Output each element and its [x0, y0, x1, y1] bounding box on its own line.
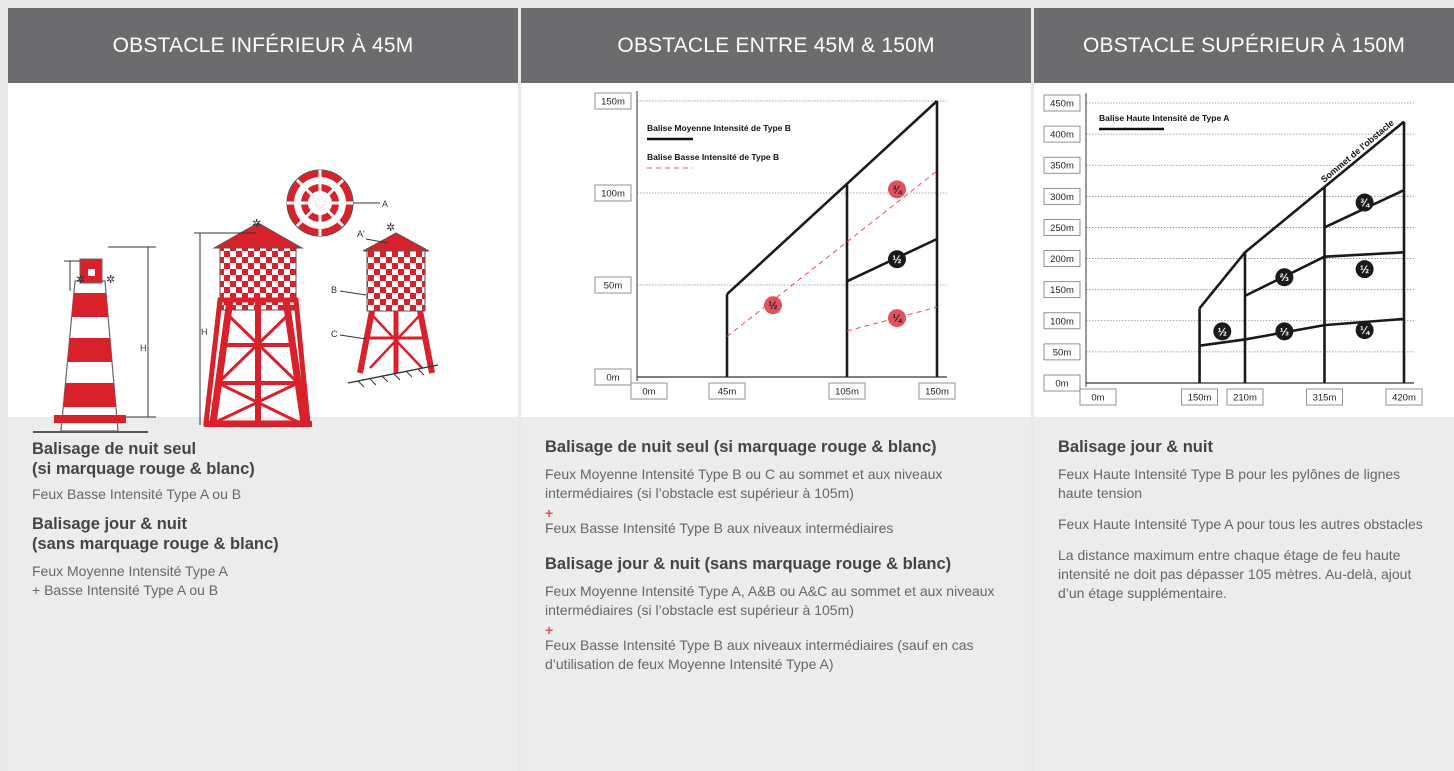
column-45-150m [521, 8, 1031, 771]
section-heading: (si marquage rouge & blanc) [32, 460, 255, 478]
legend-label: Balise Moyenne Intensité de Type B [647, 123, 791, 133]
x-tick-label: 210m [1233, 392, 1257, 404]
fraction-label: ½ [768, 300, 778, 313]
x-tick-label: 105m [835, 386, 859, 398]
plus-sign: + [545, 622, 554, 638]
column-text [521, 417, 1031, 771]
x-tick-label: 45m [717, 386, 737, 398]
y-tick-label: 450m [1050, 98, 1074, 110]
column-above-150m [1034, 8, 1454, 771]
x-tick-label: 150m [925, 386, 949, 398]
x-tick-label: 0m [642, 386, 656, 398]
figure-towers [8, 83, 518, 417]
column-below-45m [8, 8, 518, 771]
series-line [1200, 122, 1404, 309]
x-tick-label: 150m [1187, 392, 1212, 404]
fraction-label: ½ [1217, 326, 1227, 339]
y-tick-label: 100m [1050, 316, 1074, 328]
y-tick-label: 50m [1052, 347, 1072, 359]
fraction-label: ¾ [1360, 197, 1370, 210]
column-title: OBSTACLE SUPÉRIEUR À 150M [1034, 8, 1454, 83]
fraction-label: ½ [892, 254, 902, 267]
lighthouse [48, 247, 156, 431]
svg-text:H: H [201, 327, 208, 337]
section-heading: Balisage jour & nuit [32, 515, 187, 533]
svg-text:✲: ✲ [106, 274, 116, 286]
section-body: Feux Basse Intensité Type B aux niveaux intermédiaires (sauf en cas d’utilisation de feux Moyenne Intensité Type A) [545, 637, 974, 672]
section-body: Feux Haute Intensité Type A pour tous les autres obstacles [1058, 516, 1423, 532]
fraction-label: ½ [1360, 264, 1370, 277]
fraction-label: ¼ [1360, 325, 1370, 338]
section-heading: Balisage jour & nuit [1058, 438, 1213, 456]
marker-disc [287, 170, 388, 236]
y-tick-label: 200m [1050, 254, 1074, 266]
x-tick-label: 315m [1312, 392, 1337, 404]
y-tick-label: 300m [1050, 191, 1074, 203]
legend-label: Balise Haute Intensité de Type A [1099, 113, 1230, 123]
chart-45-150 [521, 83, 1031, 417]
y-tick-label: 50m [603, 280, 623, 292]
figure-chart-2 [1034, 83, 1454, 417]
svg-text:✲: ✲ [76, 274, 86, 286]
towers-illustration [8, 83, 518, 417]
svg-text:✲: ✲ [252, 218, 262, 230]
section-body: La distance maximum entre chaque étage de feu haute intensité ne doit pas dépasser 105 mètres. Au-delà, ajout d’un étage supplémentaire. [1058, 547, 1412, 601]
section-body: Feux Moyenne Intensité Type A [32, 563, 228, 579]
svg-text:B: B [331, 285, 338, 295]
y-tick-label: 0m [1055, 378, 1069, 390]
y-tick-label: 250m [1050, 222, 1074, 234]
fraction-label: ¼ [892, 313, 902, 326]
svg-text:C: C [331, 329, 338, 339]
water-tower-large [194, 218, 312, 427]
plus-sign: + [545, 505, 554, 521]
y-tick-label: 150m [1050, 285, 1074, 297]
section-body: Feux Basse Intensité Type A ou B [32, 486, 242, 502]
x-tick-label: 420m [1392, 392, 1416, 404]
y-tick-label: 400m [1050, 129, 1074, 141]
figure-chart-1 [521, 83, 1031, 417]
section-body: Feux Basse Intensité Type B aux niveaux intermédiaires [545, 520, 894, 536]
page [8, 8, 1423, 771]
section-body: Feux Moyenne Intensité Type A, A&B ou A&C au sommet et aux niveaux intermédiaires (si l’obstacle est supérieur à 105m) [545, 583, 995, 618]
summit-annotation: Sommet de l'obstacle [1318, 117, 1396, 185]
water-tower-small [331, 222, 438, 387]
column-title: OBSTACLE INFÉRIEUR À 45M [8, 8, 518, 83]
section-heading: Balisage de nuit seul [32, 440, 197, 458]
svg-text:H: H [140, 343, 147, 353]
x-tick-label: 0m [1091, 392, 1105, 404]
svg-text:A: A [382, 199, 389, 209]
svg-text:✲: ✲ [386, 222, 396, 234]
y-tick-label: 0m [606, 372, 620, 384]
column-title: OBSTACLE ENTRE 45M & 150M [521, 8, 1031, 83]
fraction-label: ¾ [892, 184, 902, 197]
fraction-label: ⅓ [1279, 326, 1289, 339]
y-tick-label: 350m [1050, 160, 1074, 172]
section-heading: Balisage de nuit seul (si marquage rouge & blanc) [545, 438, 937, 456]
section-body: Feux Haute Intensité Type B pour les pylônes de lignes haute tension [1058, 466, 1401, 501]
y-tick-label: 100m [601, 188, 625, 200]
y-tick-label: 150m [601, 96, 625, 108]
column-text [8, 417, 518, 771]
section-heading: Balisage jour & nuit (sans marquage rouge & blanc) [545, 555, 952, 573]
column-text [1034, 417, 1454, 771]
chart-above-150 [1034, 83, 1454, 417]
section-heading: (sans marquage rouge & blanc) [32, 535, 279, 553]
fraction-label: ⅔ [1279, 272, 1289, 285]
section-body: + Basse Intensité Type A ou B [32, 582, 219, 598]
svg-text:A': A' [357, 229, 365, 239]
section-body: Feux Moyenne Intensité Type B ou C au sommet et aux niveaux intermédiaires (si l’obstacle est supérieur à 105m) [545, 466, 943, 501]
legend-label: Balise Basse Intensité de Type B [647, 152, 780, 162]
